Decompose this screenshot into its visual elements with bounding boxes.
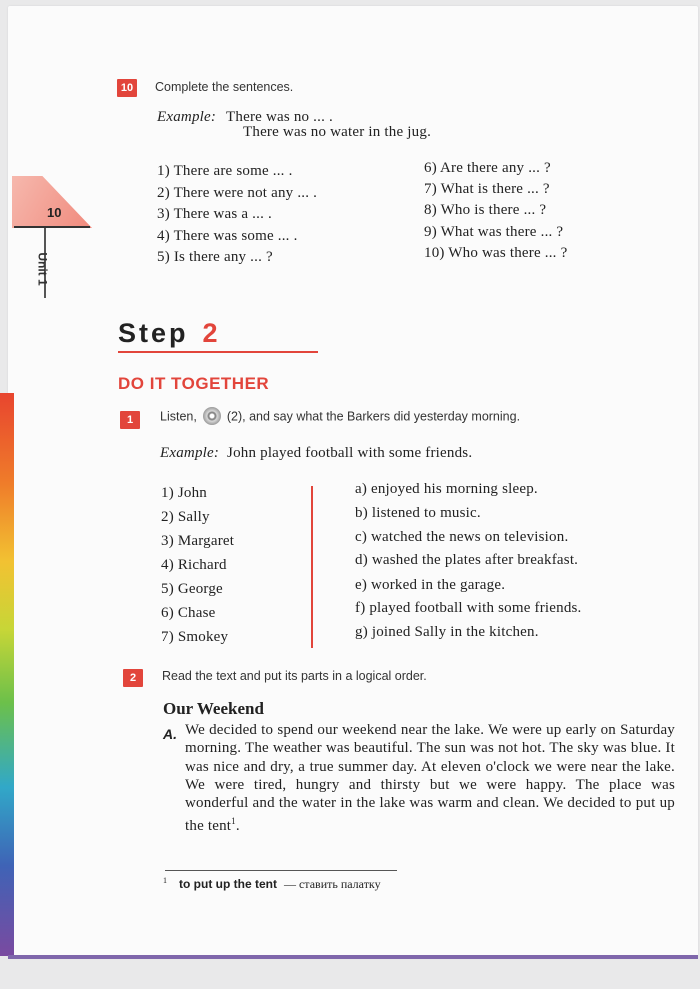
exercise-2-instruction: Read the text and put its parts in a logical order. bbox=[162, 669, 427, 683]
example-answer: There was no water in the jug. bbox=[243, 124, 432, 140]
exercise-1-instruction bbox=[160, 407, 520, 427]
step-number: 2 bbox=[202, 318, 221, 348]
name-item: 3) Margaret bbox=[161, 533, 235, 549]
paragraph-text: We decided to spend our weekend near the lake. We were up early on Saturday morning. The weather was beautiful. The sun was not hot. The sky was blue. It was nice and dry, a true summer day. At eleven o'clock we were near the lake. We were tired, hungry and thirsty but we were happy. The place was wonderful and the water in the lake was warm and clean. We decided to put up the tent bbox=[185, 722, 675, 835]
action-item: g) joined Sally in the kitchen. bbox=[355, 624, 539, 640]
name-item: 2) Sally bbox=[161, 509, 210, 525]
instruction-rest: (2), and say what the Barkers did yesterday morning. bbox=[226, 409, 521, 424]
sentence-1: 1) There are some ... . bbox=[157, 163, 293, 179]
step-heading bbox=[118, 318, 221, 349]
example-text: John played football with some friends. bbox=[227, 445, 473, 461]
step-underline bbox=[118, 351, 318, 353]
sentence-3: 3) There was a ... . bbox=[157, 206, 272, 222]
sentence-5: 5) Is there any ... ? bbox=[157, 249, 273, 265]
footnote-ref: 1 bbox=[231, 816, 236, 827]
example-prompt: There was no ... . bbox=[226, 109, 333, 125]
action-item: c) watched the news on television. bbox=[355, 529, 569, 545]
footnote-translation: — ставить палатку bbox=[283, 877, 381, 891]
footnote bbox=[163, 876, 381, 892]
name-item: 7) Smokey bbox=[161, 629, 229, 645]
footnote-rule bbox=[165, 870, 397, 871]
example-label: Example: bbox=[157, 109, 217, 125]
sentence-9: 9) What was there ... ? bbox=[424, 224, 564, 240]
sentence-7: 7) What is there ... ? bbox=[424, 181, 550, 197]
text-title: Our Weekend bbox=[163, 699, 264, 718]
paragraph-end: . bbox=[235, 818, 240, 835]
example-label: Example: bbox=[160, 445, 220, 461]
footnote-term: to put up the tent bbox=[179, 877, 277, 891]
exercise-10-instruction: Complete the sentences. bbox=[155, 80, 294, 94]
unit-rule bbox=[14, 226, 90, 228]
name-item: 6) Chase bbox=[161, 605, 216, 621]
sentence-4: 4) There was some ... . bbox=[157, 228, 298, 244]
bottom-rule bbox=[8, 955, 698, 959]
name-item: 4) Richard bbox=[161, 557, 227, 573]
page-number: 10 bbox=[47, 205, 62, 220]
action-item: f) played football with some friends. bbox=[355, 600, 582, 616]
action-item: e) worked in the garage. bbox=[355, 577, 506, 593]
action-item: a) enjoyed his morning sleep. bbox=[355, 481, 538, 497]
sentence-2: 2) There were not any ... . bbox=[157, 185, 318, 201]
exercise-1-example bbox=[160, 445, 472, 462]
action-item: b) listened to music. bbox=[355, 505, 481, 521]
section-title: DO IT TOGETHER bbox=[118, 374, 270, 393]
exercise-2-badge: 2 bbox=[123, 669, 143, 687]
color-spectrum-band bbox=[0, 393, 14, 956]
exercise-10-badge: 10 bbox=[117, 79, 137, 97]
name-item: 1) John bbox=[161, 485, 207, 501]
instruction-listen: Listen, bbox=[160, 409, 197, 424]
paragraph-a bbox=[185, 721, 675, 836]
name-item: 5) George bbox=[161, 581, 223, 597]
matching-divider bbox=[311, 486, 313, 648]
unit-label: Unit 1 bbox=[35, 252, 50, 286]
action-item: d) washed the plates after breakfast. bbox=[355, 552, 579, 568]
audio-cd-icon bbox=[203, 407, 221, 425]
sentence-8: 8) Who is there ... ? bbox=[424, 202, 547, 218]
paragraph-label: A. bbox=[163, 726, 177, 742]
sentence-6: 6) Are there any ... ? bbox=[424, 160, 551, 176]
exercise-1-badge: 1 bbox=[120, 411, 140, 429]
step-word: Step bbox=[118, 318, 189, 348]
footnote-mark: 1 bbox=[163, 876, 167, 885]
sentence-10: 10) Who was there ... ? bbox=[424, 245, 568, 261]
